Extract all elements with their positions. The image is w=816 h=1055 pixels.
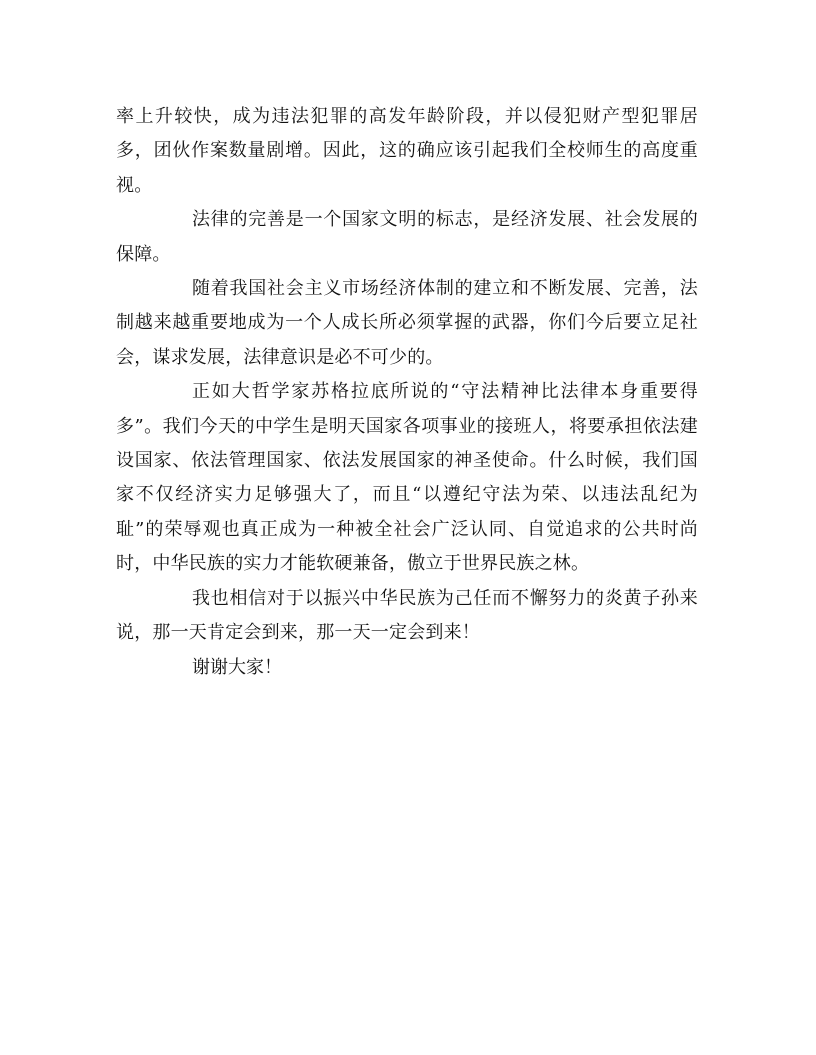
closing-thanks: 谢谢大家！ xyxy=(192,656,282,678)
paragraph-socrates-quote: 正如大哲学家苏格拉底所说的“守法精神比法律本身重要得多”。我们今天的中学生是明天国家各项事业的接班人，将要承担依法建设国家、依法管理国家、依法发展国家的神圣使命。什么时候，我们国家不仅经济实力足够强大了，而且“以遵纪守法为荣、以违法乱纪为耻”的荣辱观也真正成为一种被全社会广泛认同、自觉追求的公共时尚时，中华民族的实力才能软硬兼备，傲立于世界民族之林。 xyxy=(116,381,698,575)
paragraph-law-perfection: 法律的完善是一个国家文明的标志，是经济发展、社会发展的保障。 xyxy=(116,209,698,265)
speech-body xyxy=(116,100,698,685)
paragraph-belief: 我也相信对于以振兴中华民族为己任而不懈努力的炎黄子孙来说，那一天肯定会到来，那一天一定会到来！ xyxy=(116,587,698,644)
paragraph-continuation: 率上升较快，成为违法犯罪的高发年龄阶段，并以侵犯财产型犯罪居多，团伙作案数量剧增。因此，这的确应该引起我们全校师生的高度重视。 xyxy=(116,106,698,196)
paragraph-market-economy: 随着我国社会主义市场经济体制的建立和不断发展、完善，法制越来越重要地成为一个人成长所必须掌握的武器，你们今后要立足社会，谋求发展，法律意识是必不可少的。 xyxy=(116,278,698,368)
